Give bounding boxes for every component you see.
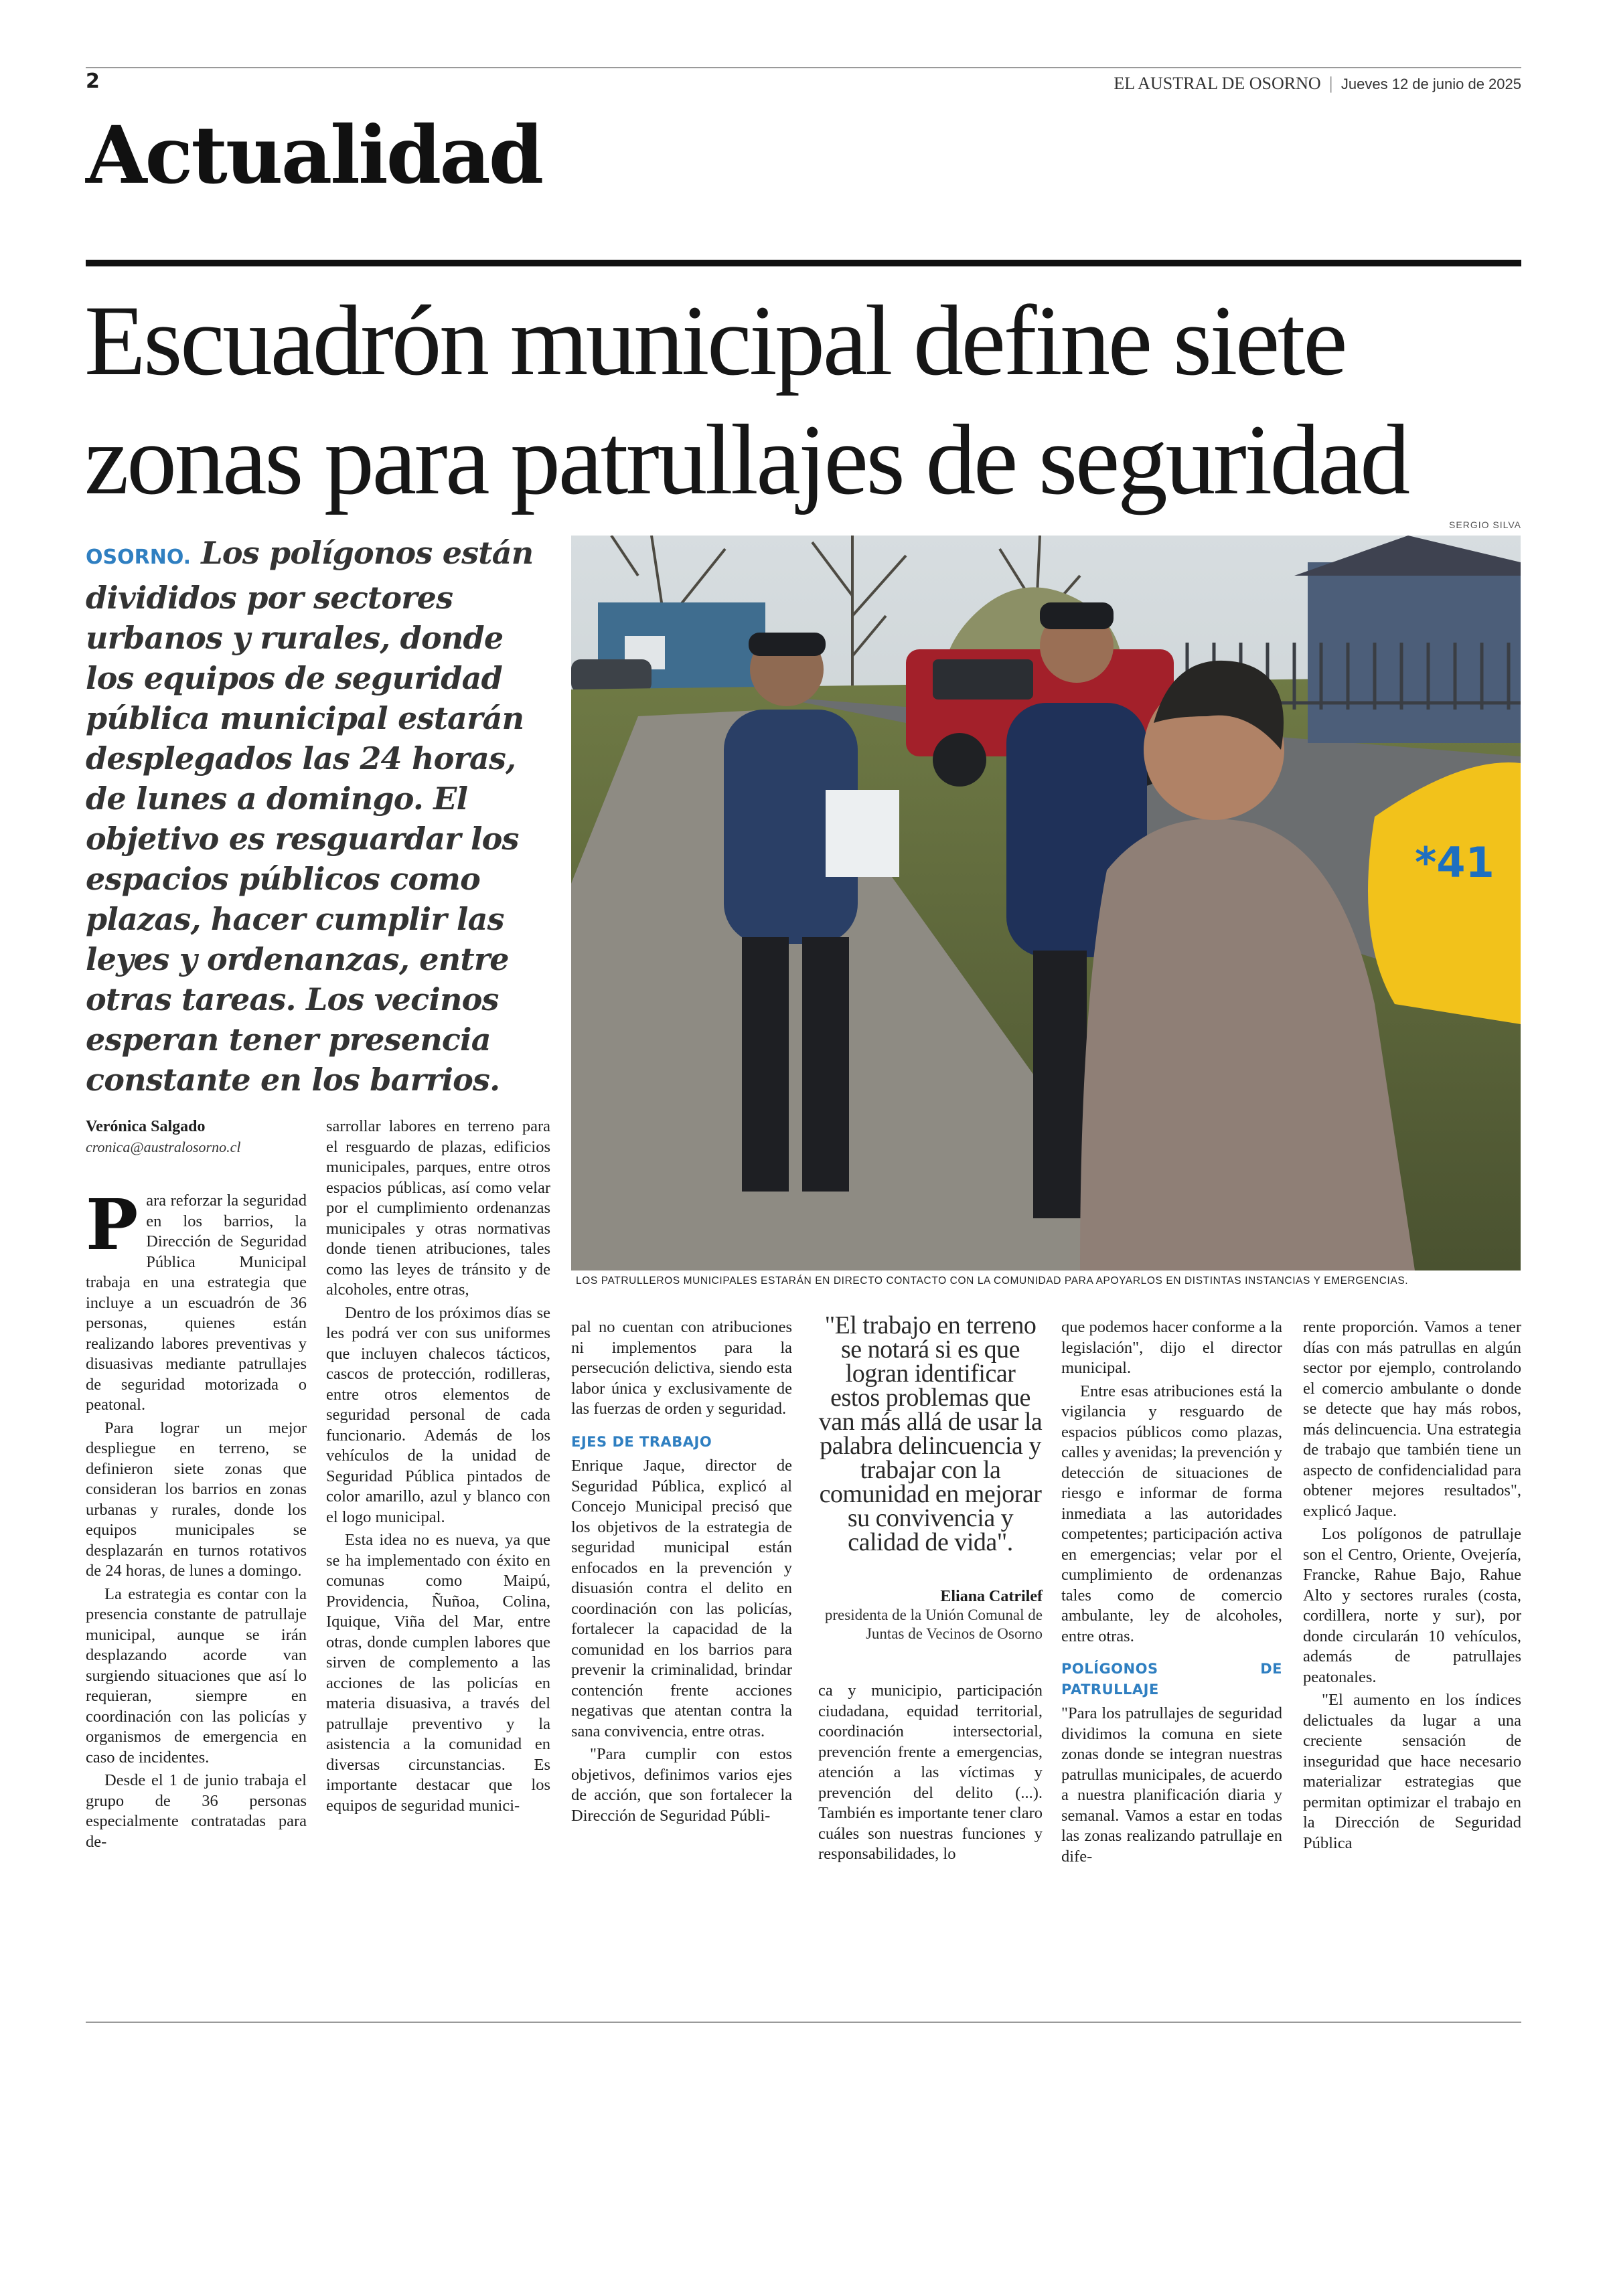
photo-caption: LOS PATRULLEROS MUNICIPALES ESTARÁN EN DIRECTO CONTACTO CON LA COMUNIDAD PARA APOYARLOS EN DISTINTAS INSTANCIAS Y EMERGENCIAS. xyxy=(576,1275,1409,1287)
car-far xyxy=(571,659,652,693)
headline-line-2: zonas para patrullajes de seguridad xyxy=(84,404,1408,515)
col2-paragraph-2: Dentro de los próximos días se les podrá ver con sus uniformes que incluyen chalecos tácticos, cascos de protección, rodilleras, entre otros elementos de seguridad personal de cada funcionario. Además de los vehículos de la unidad de Seguridad Pública pintados de color amarillo, azul y blanco con el logo municipal. xyxy=(326,1303,550,1526)
col6-paragraph-2: Los polígonos de patrullaje son el Centro, Oriente, Ovejería, Francke, Rahue Bajo, Rahue Alto y sectores rurales (costa, cordillera, norte y sur), por donde circularán 10 vehículos, además de patrullajes peatonales. xyxy=(1303,1525,1521,1686)
col5-paragraph-3: "Para los patrullajes de seguridad dividimos la comuna en siete zonas donde se integran nuestras patrullas municipales, de acuerdo a nuestra planificación diaria y semanal. Vamos a estar en todas las zonas realizando patrullaje en dife- xyxy=(1061,1704,1282,1866)
top-rule xyxy=(86,67,1521,68)
col2-paragraph-3: Esta idea no es nueva, ya que se ha implementado con éxito en comunas como Maipú, Providencia, Ñuñoa, Colina, Iquique, Viña del Mar, entre otras, donde cumplen labores que sirven de complemento a las acciones de las policías en materia disuasiva, a través del patrullaje preventivo y la asistencia a la comunidad en diversas circunstancias. Es importante destacar que los equipos de seguridad munici- xyxy=(326,1531,550,1815)
column-4 xyxy=(818,1313,1043,1868)
col6-paragraph-1: rente proporción. Vamos a tener días con más patrullas en algún sector por ejemplo, controlando el comercio ambulante o donde se detecte que hay más robos, más delincuencia. Una estrategia de trabajo que también tiene un aspecto de confidencialidad para obtener mejores resultados", explicó Jaque. xyxy=(1303,1318,1521,1520)
pull-quote-name: Eliana Catrilef xyxy=(940,1588,1043,1605)
col2-paragraph-1: sarrollar labores en terreno para el resguardo de plazas, edificios municipales, parques, entre otros espacios públicas, así como velar por el cumplimiento ordenanzas municipales y otras normativas donde tienen atribuciones, tales como las leyes de tránsito y de alcoholes, entre otras, xyxy=(326,1117,550,1299)
col1-paragraph-1: ara reforzar la seguridad en los barrios, la Dirección de Seguridad Pública Municipal trabaja en una estrategia que incluye a un escuadrón de 36 personas, quienes están realizando labores preventivas y disuasivas mediante patrullajes de seguridad motorizada o peatonal. xyxy=(86,1192,307,1414)
masthead-separator: | xyxy=(1329,74,1333,93)
col3-paragraph-1: pal no cuentan con atribuciones ni implementos para la persecución delictiva, siendo esta labor única y exclusivamente de las fuerzas de orden y seguridad. xyxy=(571,1318,792,1418)
article-photo xyxy=(571,536,1521,1270)
column-6 xyxy=(1303,1317,1521,1856)
lead-paragraph xyxy=(86,533,541,1100)
col3-paragraph-2: Enrique Jaque, director de Seguridad Pública, explicó al Concejo Municipal precisó que los objetivos de la estrategia de seguridad municipal están enfocados en la prevención y disuasión contra el delito en coordinación con las policías, fortalecer la capacidad de la comunidad en los barrios para prevenir la criminalidad, brindar contención frente acciones negativas que atentan contra la sana convivencia, entre otras. xyxy=(571,1457,792,1740)
lead-place: OSORNO. xyxy=(86,546,192,569)
drop-cap: P xyxy=(86,1183,139,1266)
col1-paragraph-2: Para lograr un mejor despliegue en terreno, se definieron siete zonas que consideran los barrios en zonas urbanas y rurales, donde los equipos municipales se desplazarán en turnos rotativos de 24 horas, de lunes a domingo. xyxy=(86,1418,307,1580)
column-5 xyxy=(1061,1317,1282,1870)
house-right xyxy=(1308,562,1521,743)
section-title: Actualidad xyxy=(86,108,542,201)
lead-text: Los polígonos están divididos por sectores urbanos y rurales, donde los equipos de seguridad pública municipal estarán desplegados las 24 horas, de lunes a domingo. El objetivo es resguardar los espacios públicos como plazas, hacer cumplir las leyes y ordenanzas, entre otras tareas. Los vecinos esperan tener presencia constante en los barrios. xyxy=(86,535,534,1098)
col4-paragraph-1: ca y municipio, participación ciudadana, equidad territorial, coordinación intersectorial, prevención frente a emergencias, atención a las víctimas y prevención del delito (...). También es importante tener claro cuáles son nuestras funciones y responsabilidades, lo xyxy=(818,1682,1043,1863)
masthead xyxy=(1114,74,1521,94)
col5-paragraph-2: Entre esas atribuciones está la vigilancia y resguardo de espacios públicos como plazas, calles y avenidas; la prevención y detección de situaciones de riesgo e informar de forma inmediata a las autoridades competentes; participación activa en emergencias; velar por el cumplimiento de ordenanzas tales como de comercio ambulante, ley de alcoholes, entre otras. xyxy=(1061,1382,1282,1645)
page-number: 2 xyxy=(86,70,100,93)
col1-paragraph-4: Desde el 1 de junio trabaja el grupo de 36 personas especialmente contratadas para de- xyxy=(86,1771,307,1851)
bottom-rule xyxy=(86,2022,1521,2023)
col3-paragraph-3: "Para cumplir con estos objetivos, definimos varios ejes de acción, que son fortalecer la Dirección de Seguridad Públi- xyxy=(571,1745,792,1825)
column-3 xyxy=(571,1317,792,1829)
subhead-poligonos: POLÍGONOS DE PATRULLAJE xyxy=(1061,1661,1282,1698)
section-rule xyxy=(86,260,1521,266)
col1-paragraph-3: La estrategia es contar con la presencia constante de patrullaje municipal, aunque se irán desplazando acorde van surgiendo situaciones que así lo requieran, siempre en coordinación con las policías y organismos de emergencia en caso de incidentes. xyxy=(86,1584,307,1767)
col6-paragraph-3: "El aumento en los índices delictuales da lugar a una creciente sensación de inseguridad que hace necesario materializar estrategias que permitan optimizar el trabajo en la Dirección de Seguridad Pública xyxy=(1303,1691,1521,1852)
author-name: Verónica Salgado xyxy=(86,1118,206,1135)
column-1 xyxy=(86,1117,307,1855)
headline xyxy=(84,281,1531,519)
pull-quote: "El trabajo en terreno se notará si es que logran identificar estos problemas que van más allá de usar la palabra delincuencia y trabajar con la comunidad en mejorar su convivencia y calidad de vida". xyxy=(818,1311,1043,1556)
pull-quote-role: presidenta de la Unión Comunal de Juntas de Vecinos de Osorno xyxy=(824,1607,1043,1642)
headline-line-1: Escuadrón municipal define siete xyxy=(84,285,1346,396)
author-email: cronica@australosorno.cl xyxy=(86,1138,241,1155)
publication-name: EL AUSTRAL DE OSORNO xyxy=(1114,74,1321,93)
issue-date: Jueves 12 de junio de 2025 xyxy=(1341,76,1521,92)
column-2 xyxy=(326,1117,550,1819)
subhead-ejes: EJES DE TRABAJO xyxy=(571,1433,712,1450)
col5-paragraph-1: que podemos hacer conforme a la legislación", dijo el director municipal. xyxy=(1061,1318,1282,1377)
photo-credit: SERGIO SILVA xyxy=(1449,519,1521,530)
taxi-number: *41 xyxy=(1415,838,1495,887)
